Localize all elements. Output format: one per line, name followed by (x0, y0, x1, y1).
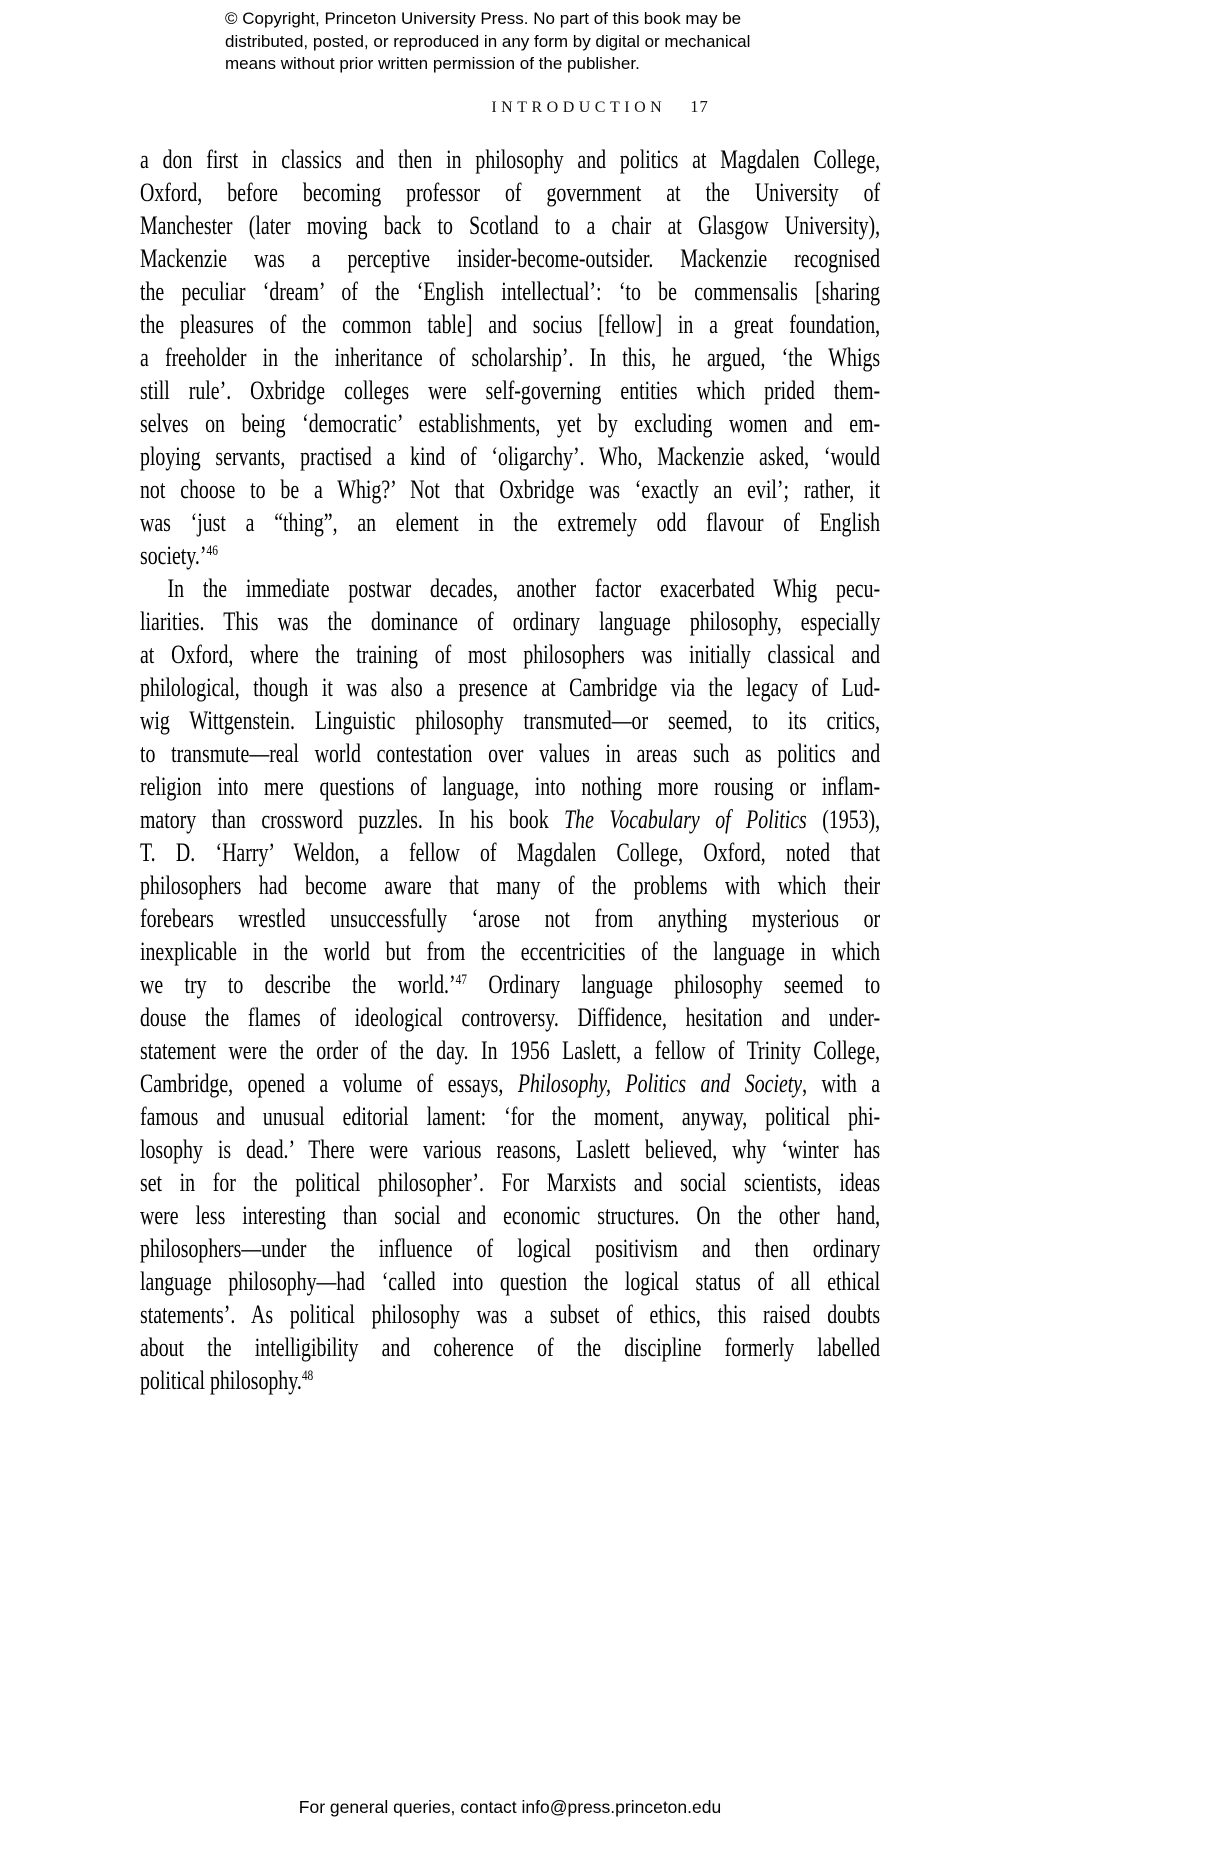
text-line: ploying servants, practised a kind of ‘oligarchy’. Who, Mackenzie asked, ‘would (140, 442, 881, 471)
text-line: philosophers had become aware that many of the problems with which their (140, 871, 881, 900)
copyright-line: © Copyright, Princeton University Press. No part of this book may be (225, 9, 742, 28)
text-line: the peculiar ‘dream’ of the ‘English intellectual’: ‘to be commensalis [sharing (140, 277, 881, 306)
copyright-line: distributed, posted, or reproduced in any form by digital or mechanical (225, 31, 751, 51)
text-line: statements’. As political philosophy was a subset of ethics, this raised doubts (140, 1300, 881, 1329)
text-line: at Oxford, where the training of most philosophers was initially classical and (140, 640, 881, 669)
text-line: political philosophy.$^{48}$ (140, 1366, 314, 1395)
text-line: douse the flames of ideological controversy. Diffidence, hesitation and under- (140, 1003, 881, 1032)
text-line: selves on being ‘democratic’ establishments, yet by excluding women and em- (140, 409, 881, 438)
text-line: still rule’. Oxbridge colleges were self-governing entities which prided them- (140, 376, 881, 405)
text-line: we try to describe the world.’$^{47}$ Ordinary language philosophy seemed to (140, 970, 881, 999)
footer-contact: For general queries, contact info@press.princeton.edu (298, 1797, 722, 1817)
text-line: liarities. This was the dominance of ordinary language philosophy, especially (140, 607, 881, 636)
text-line: not choose to be a Whig?’ Not that Oxbridge was ‘exactly an evil’; rather, it (140, 475, 881, 504)
footnote-reference: 46 (206, 543, 218, 559)
page-footer (140, 1797, 880, 1818)
text-line: statement were the order of the day. In 1956 Laslett, a fellow of Trinity College, (140, 1036, 881, 1065)
text-line: the pleasures of the common table] and socius [fellow] in a great foundation, (140, 310, 881, 339)
text-line: losophy is dead.’ There were various reasons, Laslett believed, why ‘winter has (140, 1135, 881, 1164)
text-line: a don first in classics and then in philosophy and politics at Magdalen College, (140, 145, 881, 174)
text-line: Manchester (later moving back to Scotland to a chair at Glasgow University), (140, 211, 881, 240)
running-header (230, 97, 970, 117)
text-line: society.’$^{46}$ (140, 541, 218, 570)
text-line: language philosophy—had ‘called into question the logical status of all ethical (140, 1267, 881, 1296)
text-line: were less interesting than social and economic structures. On the other hand, (140, 1201, 881, 1230)
text-line: T. D. ‘Harry’ Weldon, a fellow of Magdalen College, Oxford, noted that (140, 838, 881, 867)
body-text-column (140, 143, 880, 1397)
text-line: to transmute—real world contestation over values in areas such as politics and (140, 739, 881, 768)
footnote-reference: 48 (301, 1368, 314, 1384)
paragraph (140, 572, 880, 1397)
text-line: forebears wrestled unsuccessfully ‘arose not from anything mysterious or (140, 904, 881, 933)
text-line: was ‘just a “thing”, an element in the extremely odd flavour of English (140, 508, 881, 537)
text-line: a freeholder in the inheritance of scholarship’. In this, he argued, ‘the Whigs (140, 343, 881, 372)
text-line: Oxford, before becoming professor of government at the University of (140, 178, 881, 207)
paragraph (140, 143, 880, 572)
header-title: INTRODUCTION (491, 99, 667, 116)
body-text (140, 143, 880, 1397)
text-line: matory than crossword puzzles. In his book The Vocabulary of Politics (1953), (140, 805, 881, 834)
text-line: Mackenzie was a perceptive insider-become-outsider. Mackenzie recognised (140, 244, 881, 273)
text-line: set in for the political philosopher’. For Marxists and social scientists, ideas (140, 1168, 881, 1197)
footnote-reference: 47 (455, 972, 468, 988)
text-line: about the intelligibility and coherence of the discipline formerly labelled (140, 1333, 881, 1362)
copyright-notice (225, 8, 750, 76)
text-line: philological, though it was also a presence at Cambridge via the legacy of Lud- (140, 673, 881, 702)
text-line: famous and unusual editorial lament: ‘for the moment, anyway, political phi- (140, 1102, 881, 1131)
copyright-line: means without prior written permission of the publisher. (225, 54, 640, 73)
text-line: Cambridge, opened a volume of essays, Philosophy, Politics and Society, with a (140, 1069, 881, 1098)
text-line: inexplicable in the world but from the eccentricities of the language in which (140, 937, 881, 966)
text-line: religion into mere questions of language, into nothing more rousing or inflam- (140, 772, 881, 801)
text-line: In the immediate postwar decades, another factor exacerbated Whig pecu- (167, 574, 881, 603)
text-line: wig Wittgenstein. Linguistic philosophy transmuted—or seemed, to its critics, (140, 706, 881, 735)
header-page-number: 17 (690, 97, 709, 116)
text-line: philosophers—under the influence of logical positivism and then ordinary (140, 1234, 881, 1263)
